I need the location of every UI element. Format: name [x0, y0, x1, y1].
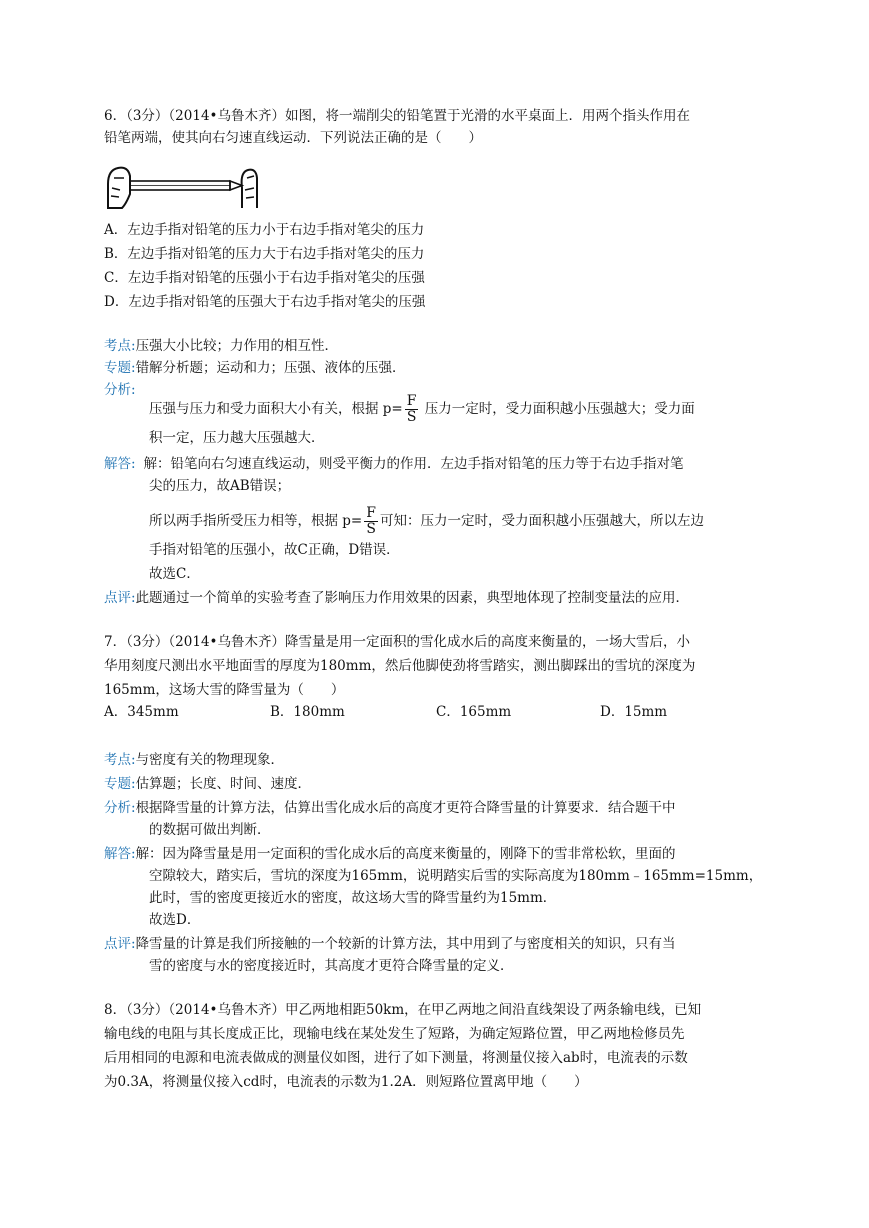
q7-jieda-line-2: 空隙较大，踏实后，雪坑的深度为165mm，说明踏实后雪的实际高度为180mm﹣165mm=15mm， — [149, 868, 763, 884]
q6-kaodian-text: 压强大小比较；力作用的相互性． — [135, 338, 339, 354]
q7-fenxi-line-1: 分析:根据降雪量的计算方法，估算出雪化成水后的高度才更符合降雪量的计算要求．结合题干中 — [104, 800, 676, 816]
q6-fenxi-line-1: 压强与压力和受力面积大小有关，根据 p= $\frac{F}{S}$ 压力一定时，受力面积越小压强越大；受力面 — [149, 393, 695, 425]
q6-kaodian — [104, 336, 338, 356]
q6-kaodian-label: 考点: — [104, 338, 136, 354]
q6-option-c: C．左边手指对铅笔的压强小于右边手指对笔尖的压强 — [104, 270, 425, 286]
q6-option-b: B．左边手指对铅笔的压力大于右边手指对笔尖的压力 — [104, 246, 425, 262]
q6-jieda-line-3: 所以两手指所受压力相等，根据 p= $\frac{F}{S}$ 可知：压力一定时，受力面积越小压强越大，所以左边 — [149, 505, 704, 537]
q6-jieda-line-1: 解答: 解：铅笔向右匀速直线运动，则受平衡力的作用．左边手指对铅笔的压力等于右边手指对笔 — [104, 456, 684, 472]
q6-zhuanti — [104, 358, 406, 378]
q7-stem-line-3: 165mm，这场大雪的降雪量为（ ） — [104, 682, 345, 698]
q6-dianping-label: 点评: — [104, 590, 136, 606]
q8-stem-line-2: 输电线的电阻与其长度成正比，现输电线在某处发生了短路，为确定短路位置，甲乙两地检修员先 — [104, 1026, 685, 1042]
q7-zhuanti-label: 专题: — [104, 776, 136, 792]
q8-stem-line-4: 为0.3A，将测量仪接入cd时，电流表的示数为1.2A．则短路位置离甲地（ ） — [104, 1074, 588, 1090]
q7-option-a: A．345mm — [104, 704, 179, 720]
q8-stem-line-3: 后用相同的电源和电流表做成的测量仪如图，进行了如下测量，将测量仪接入ab时，电流表的示数 — [104, 1050, 688, 1066]
q7-jieda-line-3: 此时，雪的密度更接近水的密度，故这场大雪的降雪量约为15mm． — [149, 890, 557, 906]
q7-kaodian: 考点:与密度有关的物理现象． — [104, 752, 285, 768]
q6-zhuanti-label: 专题: — [104, 360, 136, 376]
q6-option-a: A．左边手指对铅笔的压力小于右边手指对笔尖的压力 — [104, 222, 425, 238]
q7-jieda-label: 解答: — [104, 846, 136, 862]
q7-zhuanti: 专题:估算题；长度、时间、速度． — [104, 776, 312, 792]
q7-option-b: B．180mm — [270, 704, 345, 720]
pencil-fingers-figure — [104, 164, 260, 210]
q8-stem-line-1: 8．（3分）（2014•乌鲁木齐）甲乙两地相距50km，在甲乙两地之间沿直线架设了两条输电线，已知 — [104, 1002, 702, 1018]
q6-dianping: 点评:此题通过一个简单的实验考查了影响压力作用效果的因素，典型地体现了控制变量法的应用． — [104, 590, 690, 606]
q7-options-row — [104, 702, 804, 722]
q6-jieda-label: 解答: — [104, 456, 136, 472]
q6-fenxi-line-2: 积一定，压力越大压强越大． — [149, 430, 325, 446]
pressure-fraction: $\frac{F}{S}$ — [406, 393, 417, 425]
q7-jieda-line-4: 故选D． — [149, 912, 201, 928]
q7-stem-line-1: 7．（3分）（2014•乌鲁木齐）降雪量是用一定面积的雪化成水后的高度来衡量的，一场大雪后，小 — [104, 634, 690, 650]
q6-fenxi-label: 分析: — [104, 382, 136, 398]
q6-stem-line-2: 铅笔两端，使其向右匀速直线运动．下列说法正确的是（ ） — [104, 130, 482, 146]
q6-jieda-line-4: 手指对铅笔的压强小，故C正确，D错误． — [149, 542, 400, 558]
q7-jieda-line-1: 解答:解：因为降雪量是用一定面积的雪化成水后的高度来衡量的，刚降下的雪非常松软，里面的 — [104, 846, 676, 862]
q7-option-d: D．15mm — [600, 704, 668, 720]
q7-kaodian-label: 考点: — [104, 752, 136, 768]
q7-dianping-label: 点评: — [104, 936, 136, 952]
q6-stem-line-1: 6．（3分）（2014•乌鲁木齐）如图，将一端削尖的铅笔置于光滑的水平桌面上．用两个指头作用在 — [104, 108, 690, 124]
q7-dianping-line-1: 点评:降雪量的计算是我们所接触的一个较新的计算方法，其中用到了与密度相关的知识，只有当 — [104, 936, 676, 952]
q6-jieda-line-2: 尖的压力，故AB错误； — [149, 478, 291, 494]
q6-option-d: D．左边手指对铅笔的压强大于右边手指对笔尖的压强 — [104, 294, 426, 310]
q7-fenxi-label: 分析: — [104, 800, 136, 816]
q7-stem-line-2: 华用刻度尺测出水平地面雪的厚度为180mm，然后他脚使劲将雪踏实，测出脚踩出的雪坑的深度为 — [104, 658, 696, 674]
q7-option-c: C．165mm — [436, 704, 512, 720]
q7-dianping-line-2: 雪的密度与水的密度接近时，其高度才更符合降雪量的定义． — [149, 958, 514, 974]
q6-jieda-line-5: 故选C． — [149, 566, 200, 582]
q6-zhuanti-text: 错解分析题；运动和力；压强、液体的压强． — [135, 360, 406, 376]
pressure-fraction-2: $\frac{F}{S}$ — [366, 505, 376, 537]
q7-fenxi-line-2: 的数据可做出判断． — [149, 822, 271, 838]
